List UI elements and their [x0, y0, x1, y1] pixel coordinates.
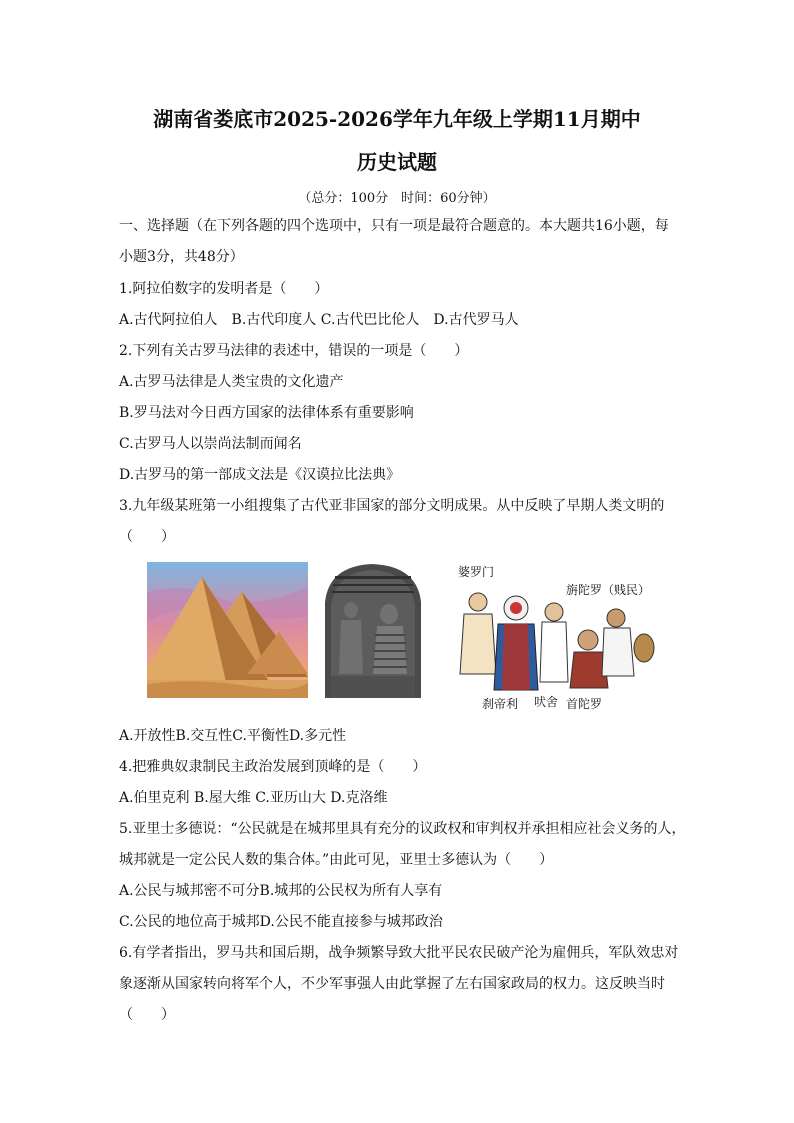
- q1-options: A.古代阿拉伯人 B.古代印度人 C.古代巴比伦人 D.古代罗马人: [119, 312, 519, 328]
- q3-stem: 3.九年级某班第一小组搜集了古代亚非国家的部分文明成果。从中反映了早期人类文明的: [119, 498, 665, 514]
- exam-meta: （总分：100分 时间：60分钟）: [298, 191, 496, 206]
- caste-label-brahmin: 婆罗门: [458, 565, 495, 579]
- q5-stem: 5.亚里士多德说：“公民就是在城邦里具有充分的议政权和审判权并承担相应社会义务的人，: [119, 821, 686, 837]
- q5-options-cd: C.公民的地位高于城邦D.公民不能直接参与城邦政治: [119, 914, 443, 930]
- q2-option-d: D.古罗马的第一部成文法是《汉谟拉比法典》: [119, 467, 401, 483]
- q5-options-ab: A.公民与城邦密不可分B.城邦的公民权为所有人享有: [119, 883, 443, 899]
- q6-stem: 6.有学者指出，罗马共和国后期，战争频繁导致大批平民农民破产沦为雇佣兵，军队效忠对: [119, 945, 679, 961]
- q5-stem-cont: 城邦就是一定公民人数的集合体。”由此可见，亚里士多德认为（ ）: [119, 852, 554, 868]
- q2-option-b: B.罗马法对今日西方国家的法律体系有重要影响: [119, 405, 414, 421]
- caste-illustration: [438, 562, 660, 712]
- q4-stem: 4.把雅典奴隶制民主政治发展到顶峰的是（ ）: [119, 759, 427, 775]
- q2-option-a: A.古罗马法律是人类宝贵的文化遗产: [119, 374, 344, 390]
- q6-stem-paren: （ ）: [119, 1007, 175, 1023]
- caste-label-vaishya: 吠舍: [534, 695, 559, 709]
- q3-stem-paren: （ ）: [119, 529, 175, 545]
- exam-title: 湖南省娄底市2025-2026学年九年级上学期11月期中: [153, 107, 641, 131]
- caste-label-kshatriya: 刹帝利: [482, 697, 519, 711]
- caste-label-chandala: 旃陀罗（贱民）: [566, 583, 651, 597]
- pyramids-image: [147, 562, 308, 698]
- hammurabi-stele-image: [317, 562, 428, 698]
- q6-stem-cont: 象逐渐从国家转向将军个人，不少军事强人由此掌握了左右国家政局的权力。这反映当时: [119, 976, 665, 992]
- caste-label-shudra: 首陀罗: [566, 697, 603, 711]
- section-heading: 一、选择题（在下列各题的四个选项中，只有一项是最符合题意的。本大题共16小题，每: [119, 218, 669, 234]
- exam-subtitle: 历史试题: [357, 150, 437, 174]
- q4-options: A.伯里克利 B.屋大维 C.亚历山大 D.克洛维: [119, 790, 388, 806]
- q2-stem: 2.下列有关古罗马法律的表述中，错误的一项是（ ）: [119, 343, 469, 359]
- section-heading-cont: 小题3分，共48分）: [119, 249, 244, 265]
- q2-option-c: C.古罗马人以崇尚法制而闻名: [119, 436, 302, 452]
- q3-options: A.开放性B.交互性C.平衡性D.多元性: [119, 728, 347, 744]
- q1-stem: 1.阿拉伯数字的发明者是（ ）: [119, 281, 329, 297]
